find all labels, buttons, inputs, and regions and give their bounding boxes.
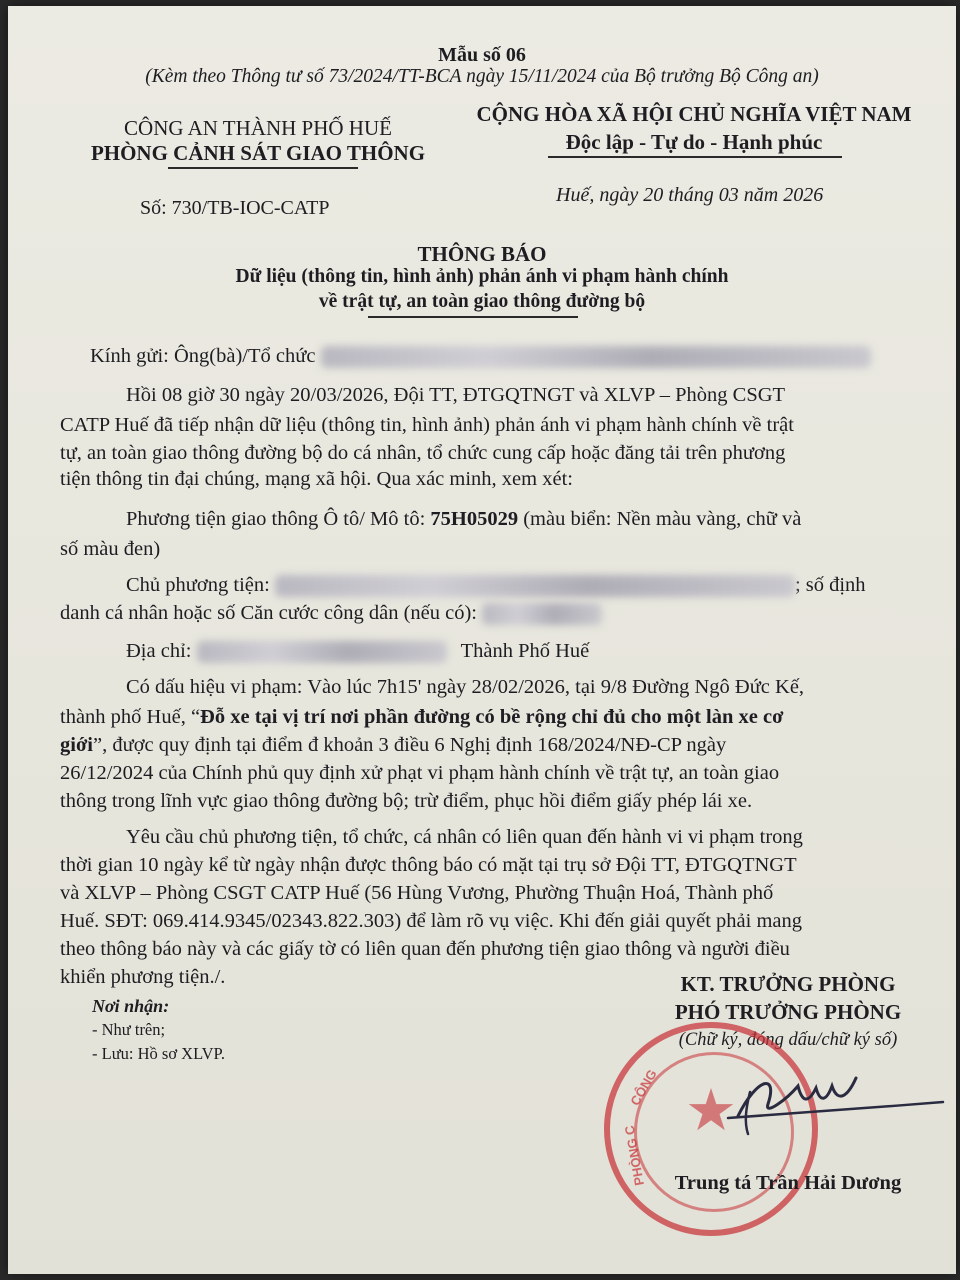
intro-line-4: tiện thông tin đại chúng, mạng xã hội. Qua xác minh, xem xét:	[60, 468, 573, 490]
id-label: danh cá nhân hoặc số Căn cước công dân (nếu có):	[60, 602, 477, 624]
plate-color: (màu biển: Nền màu vàng, chữ và	[518, 508, 802, 530]
signature-note: (Chữ ký, đóng dấu/chữ ký số)	[678, 1030, 898, 1050]
license-plate: 75H05029	[430, 508, 519, 530]
violation-line-4: 26/12/2024 của Chính phủ quy định xử phạt vi phạm hành chính về trật tự, an toàn giao	[60, 762, 780, 784]
notice-subtitle-1: Dữ liệu (thông tin, hình ảnh) phản ánh vi phạm hành chính	[235, 266, 729, 287]
id-line	[60, 602, 602, 625]
vehicle-line	[126, 508, 801, 531]
document-number: Số: 730/TB-IOC-CATP	[140, 197, 330, 219]
plate-color-cont: số màu đen)	[60, 538, 161, 560]
title-underline	[368, 316, 578, 318]
violation-line-3	[60, 734, 726, 757]
place-date: Huế, ngày 20 tháng 03 năm 2026	[556, 184, 824, 206]
request-line-4: Huế. SĐT: 069.414.9345/02343.822.303) để làm rõ vụ việc. Khi đến giải quyết phải mang	[60, 910, 802, 932]
signature-line-2: PHÓ TRƯỞNG PHÒNG	[674, 1000, 902, 1024]
violation-offense-end: giới	[60, 734, 93, 756]
violation-offense: Đỗ xe tại vị trí nơi phần đường có bề rộng chỉ đủ cho một làn xe cơ	[200, 706, 784, 728]
address-line	[126, 640, 589, 663]
owner-redacted	[275, 575, 795, 597]
intro-line-1: Hồi 08 giờ 30 ngày 20/03/2026, Đội TT, ĐTGQTNGT và XLVP – Phòng CSGT	[126, 384, 786, 406]
address-redacted	[197, 641, 447, 663]
seal-text-side: PHÒNG C	[621, 1124, 647, 1187]
form-number: Mẫu số 06	[438, 44, 526, 66]
violation-regulation: ”, được quy định tại điểm đ khoản 3 điều 6 Nghị định 168/2024/NĐ-CP ngày	[93, 734, 727, 756]
request-line-2: thời gian 10 ngày kể từ ngày nhận được thông báo có mặt tại trụ sở Đội TT, ĐTGQTNGT	[60, 854, 797, 876]
owner-line	[126, 574, 866, 597]
recipient-line	[90, 345, 871, 368]
document-paper	[8, 6, 956, 1274]
recipient-redacted	[321, 346, 871, 368]
request-line-5: theo thông báo này và các giấy tờ có liên quan đến phương tiện giao thông và người điều	[60, 938, 790, 960]
violation-line-5: thông trong lĩnh vực giao thông đường bộ; trừ điểm, phục hồi điểm giấy phép lái xe.	[60, 790, 753, 812]
owner-suffix: ; số định	[794, 574, 866, 596]
recipient-item: - Lưu: Hồ sơ XLVP.	[92, 1044, 226, 1063]
signature-line-1: KT. TRƯỞNG PHÒNG	[680, 972, 896, 996]
recipient-item: - Như trên;	[92, 1020, 166, 1039]
national-motto: Độc lập - Tự do - Hạnh phúc	[565, 130, 823, 154]
violation-line-2	[60, 706, 783, 729]
notice-title: THÔNG BÁO	[417, 242, 547, 266]
motto-underline	[548, 156, 842, 158]
handwritten-signature	[698, 1056, 948, 1146]
form-attachment: (Kèm theo Thông tư số 73/2024/TT-BCA ngày 15/11/2024 của Bộ trưởng Bộ Công an)	[145, 66, 819, 87]
request-line-1: Yêu cầu chủ phương tiện, tổ chức, cá nhân có liên quan đến hành vi vi phạm trong	[126, 826, 803, 848]
agency-parent: CÔNG AN THÀNH PHỐ HUẾ	[124, 116, 392, 140]
violation-text: thành phố Huế, “	[60, 706, 201, 728]
violation-line-1: Có dấu hiệu vi phạm: Vào lúc 7h15' ngày 28/02/2026, tại 9/8 Đường Ngô Đức Kế,	[126, 676, 805, 698]
address-label: Địa chỉ:	[126, 640, 192, 662]
intro-line-2: CATP Huế đã tiếp nhận dữ liệu (thông tin, hình ảnh) phản ánh vi phạm hành chính về trật	[60, 414, 794, 436]
nation-title: CỘNG HÒA XÃ HỘI CHỦ NGHĨA VIỆT NAM	[476, 102, 912, 126]
seal-text-top: CÔNG	[627, 1066, 660, 1109]
request-line-6: khiển phương tiện./.	[60, 966, 226, 988]
signer-name: Trung tá Trần Hải Dương	[674, 1172, 902, 1194]
notice-subtitle-2: về trật tự, an toàn giao thông đường bộ	[318, 291, 646, 312]
star-icon: ★	[685, 1078, 737, 1143]
request-line-3: và XLVP – Phòng CSGT CATP Huế (56 Hùng Vương, Phường Thuận Hoá, Thành phố	[60, 882, 774, 904]
recipients-label: Nơi nhận:	[92, 996, 170, 1016]
agency-name: PHÒNG CẢNH SÁT GIAO THÔNG	[90, 141, 426, 165]
owner-label: Chủ phương tiện:	[126, 574, 270, 596]
recipient-label: Kính gửi: Ông(bà)/Tổ chức	[90, 345, 316, 367]
vehicle-label: Phương tiện giao thông Ô tô/ Mô tô:	[126, 508, 431, 530]
intro-line-3: tự, an toàn giao thông đường bộ do cá nhân, tổ chức cung cấp hoặc đăng tải trên phương	[60, 442, 786, 464]
agency-underline	[168, 167, 358, 169]
address-city: Thành Phố Huế	[460, 640, 590, 662]
id-redacted	[482, 603, 602, 625]
